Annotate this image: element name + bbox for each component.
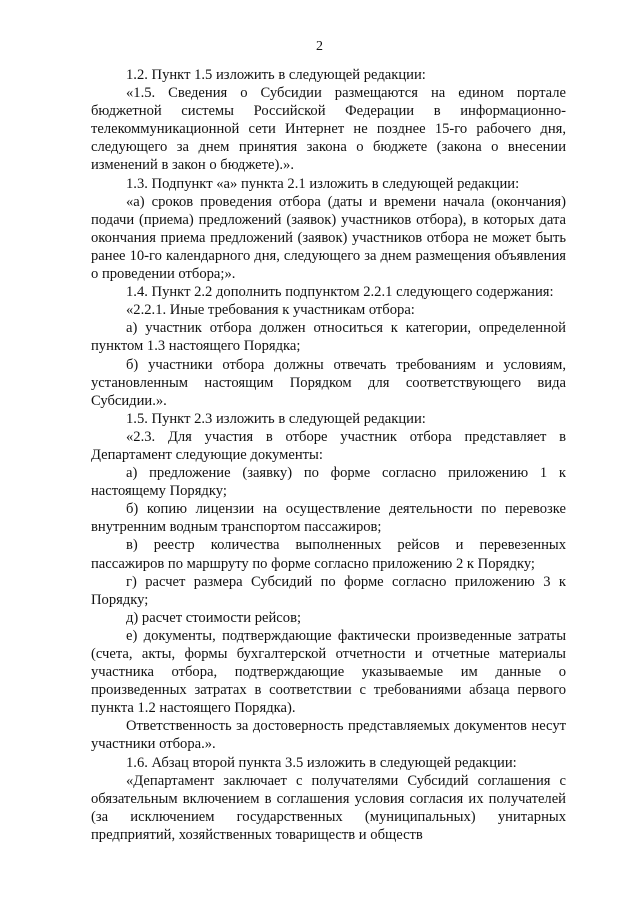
paragraph-2-3-g: г) расчет размера Субсидий по форме согласно приложению 3 к Порядку;	[91, 573, 566, 608]
paragraph-2-3-a: а) предложение (заявку) по форме согласно приложению 1 к настоящему Порядку;	[91, 465, 566, 500]
paragraph-1-5-amend: 1.5. Пункт 2.3 изложить в следующей редакции:	[126, 410, 426, 427]
paragraph-2-3-v: в) реестр количества выполненных рейсов и перевезенных пассажиров по маршруту по форме согласно приложению 2 к Порядку;	[91, 537, 566, 572]
paragraph-2-3-b: б) копию лицензии на осуществление деятельности по перевозке внутренним водным транспортом пассажиров;	[91, 501, 566, 536]
paragraph-2-3-d: д) расчет стоимости рейсов;	[126, 609, 302, 626]
document-body	[91, 66, 566, 844]
paragraph-1-3: 1.3. Подпункт «а» пункта 2.1 изложить в следующей редакции:	[126, 175, 520, 192]
paragraph-1-4: 1.4. Пункт 2.2 дополнить подпунктом 2.2.1 следующего содержания:	[126, 284, 554, 301]
paragraph-1-5-text: «1.5. Сведения о Субсидии размещаются на едином портале бюджетной системы Российской Федерации в информационно-телекоммуникационной сети Интернет не позднее 15-го рабочего дня, следующего за днем принятия закона о бюджете (закона о внесении изменений в закон о бюджете).».	[91, 85, 566, 174]
paragraph-2-2-1-a: а) участник отбора должен относиться к категории, определенной пунктом 1.3 настоящего Порядка;	[91, 320, 566, 355]
paragraph-1-2: 1.2. Пункт 1.5 изложить в следующей редакции:	[126, 67, 426, 83]
paragraph-3-5-text: «Департамент заключает с получателями Субсидий соглашения с обязательным включением в соглашения условия согласия их получателей (за исключением государственных (муниципальных) унитарных предприятий, хозяйственных товариществ и обществ	[91, 772, 566, 843]
paragraph-2-3-e: е) документы, подтверждающие фактически произведенные затраты (счета, акты, формы бухгалтерской отчетности и отчетные материалы участника отбора, подтверждающие указываемые им данные о произведенных затратах в соответствии с требованиями абзаца первого пункта 1.2 настоящего Порядка).	[91, 627, 566, 717]
paragraph-1-6: 1.6. Абзац второй пункта 3.5 изложить в следующей редакции:	[126, 754, 517, 771]
paragraph-subitem-a-text: «а) сроков проведения отбора (даты и времени начала (окончания) подачи (приема) предложений (заявок) участников отбора), в которых дата окончания приема предложений (заявок) участников отбора не может быть ранее 10-го календарного дня, следующего за днем размещения объявления о проведении отбора;».	[91, 193, 566, 283]
paragraph-2-3-intro: «2.3. Для участия в отборе участник отбора представляет в Департамент следующие документы:	[91, 428, 566, 463]
paragraph-responsibility: Ответственность за достоверность представляемых документов несут участники отбора.».	[91, 718, 566, 753]
paragraph-2-2-1-b: б) участники отбора должны отвечать требованиям и условиям, установленным настоящим Порядком для соответствующего вида Субсидии.».	[91, 356, 566, 409]
page-number: 2	[316, 39, 323, 54]
paragraph-2-2-1-heading: «2.2.1. Иные требования к участникам отбора:	[126, 302, 415, 319]
